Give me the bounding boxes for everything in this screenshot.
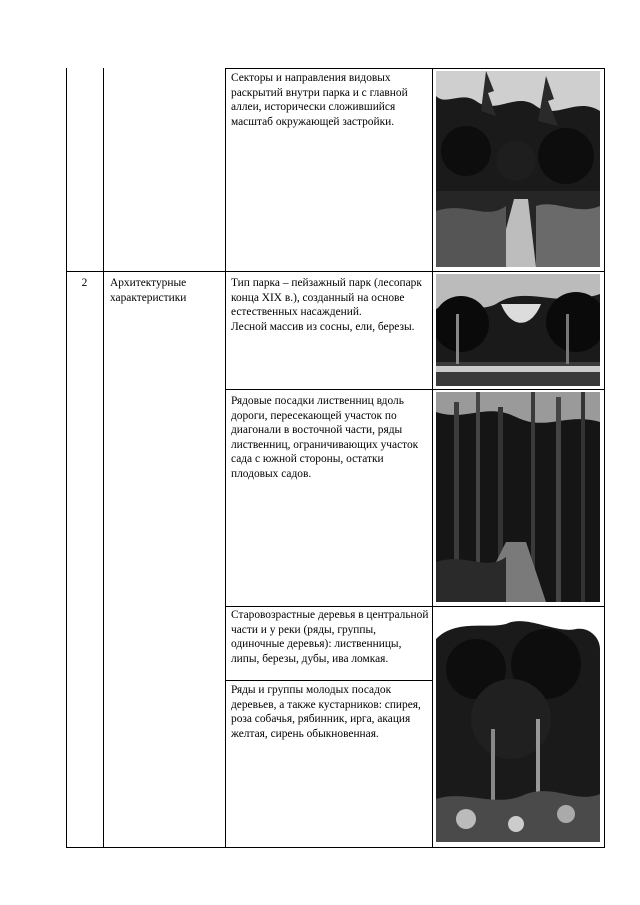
row1-bottom-border — [66, 271, 605, 272]
subrow-border-1 — [225, 389, 605, 390]
column-divider-category — [225, 68, 226, 848]
row-number: 2 — [81, 277, 88, 289]
row-category: Архитектурные характеристики — [110, 277, 187, 304]
young-plantings-text: Ряды и группы молодых посадок деревьев, а также кустарников: спирея, роза собачья, рябинник, ирга, акация желтая, сирень обыкновенная. — [231, 684, 421, 740]
row1-description: Секторы и направления видовых раскрытий внутри парка и с главной аллеи, исторически сложившийся масштаб окружающей застройки. — [231, 72, 408, 128]
table-left-border — [66, 68, 67, 848]
subrow-border-3 — [225, 680, 433, 681]
column-divider-text — [432, 68, 433, 848]
larch-rows-photo — [436, 392, 600, 602]
subrow-border-2 — [225, 606, 605, 607]
park-alley-photo — [436, 71, 600, 267]
row1-top-border — [225, 68, 605, 69]
table-bottom-border — [66, 847, 605, 848]
table-right-border — [604, 68, 605, 848]
park-type-text: Тип парка – пейзажный парк (лесопарк конца XIX в.), созданный на основе естественных насаждений. Лесной массив из сосны, ели, березы. — [231, 277, 422, 333]
larch-rows-text: Рядовые посадки лиственниц вдоль дороги, пересекающей участок по диагонали в восточной части, ряды лиственниц, ограничивающих участок сада с южной стороны, остатки плодовых садов. — [231, 395, 419, 480]
column-divider-number — [103, 68, 104, 848]
old-trees-photo — [436, 609, 600, 842]
old-trees-text: Старовозрастные деревья в центральной части и у реки (ряды, группы, одиночные деревья): лиственницы, липы, березы, дубы, ива ломкая. — [231, 609, 429, 665]
forest-massif-photo — [436, 274, 600, 386]
